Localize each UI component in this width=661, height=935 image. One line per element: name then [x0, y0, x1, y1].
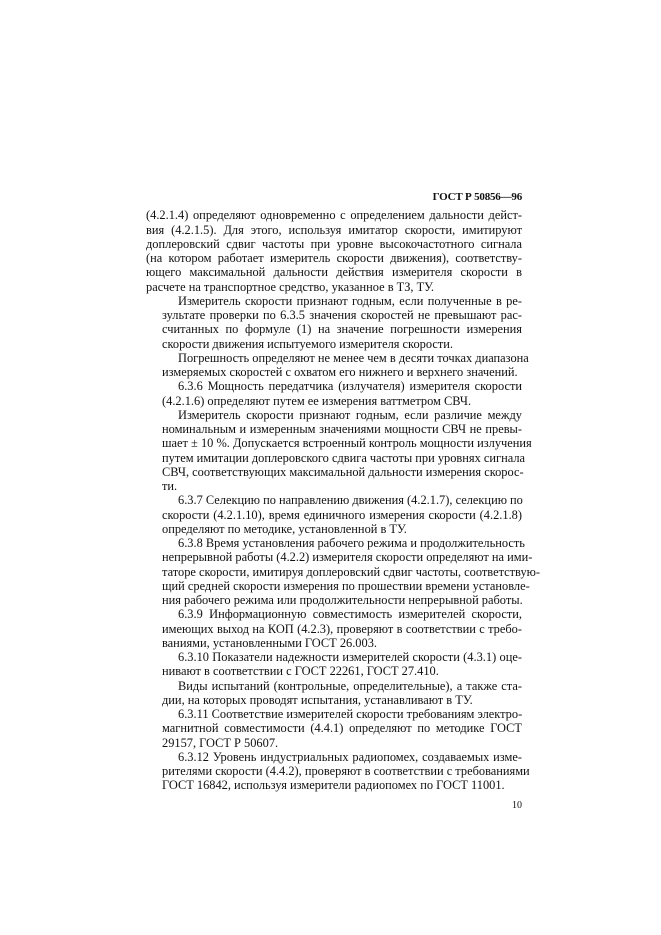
- paragraph: [146, 407, 532, 494]
- text-line: 6.3.9 Информационную совместимость измерителей скорости,: [178, 607, 522, 622]
- paragraph: [146, 749, 530, 793]
- text-line: путем имитации доплеровского сдвига частоты при уровнях сигнала: [162, 450, 526, 465]
- text-line: шает ± 10 %. Допускается встроенный контроль мощности излучения: [162, 436, 532, 451]
- text-line: Погрешность определяют не менее чем в десяти точках диапазона: [178, 350, 529, 365]
- text-line: ти.: [162, 479, 178, 493]
- text-line: 6.3.12 Уровень индустриальных радиопомех, создаваемых изме-: [178, 749, 522, 764]
- standard-header: ГОСТ Р 50856—96: [432, 191, 522, 203]
- document-page: [146, 190, 541, 813]
- paragraph: [146, 294, 522, 351]
- text-line: Виды испытаний (контрольные, определительные), а также ста-: [178, 678, 522, 693]
- text-line: щий средней скорости измерения по прошествии времени установле-: [162, 578, 530, 593]
- paragraph: [146, 536, 541, 607]
- paragraph: [146, 493, 522, 536]
- text-line: (на котором работает измеритель скорости движения), соответству-: [146, 251, 522, 265]
- text-line: зультате проверки по 6.3.5 значения скоростей не превышают рас-: [162, 308, 522, 322]
- text-line: номинальным и измеренным значениями мощности СВЧ не превы-: [162, 422, 522, 436]
- text-line: дии, на которых проводят испытания, устанавливают в ТУ.: [162, 692, 473, 707]
- text-line: рителями скорости (4.4.2), проверяют в соответствии с требованиями: [162, 764, 530, 778]
- text-line: имеющих выход на КОП (4.2.3), проверяют в соответствии с требо-: [162, 621, 522, 636]
- text-line: непрерывной работы (4.2.2) измерителя скорости определяют на ими-: [162, 550, 533, 565]
- paragraph: [146, 208, 522, 294]
- text-line: 6.3.7 Селекцию по направлению движения (4.2.1.7), селекцию по: [178, 493, 523, 508]
- text-line: считанных по формуле (1) на значение погрешности измерения: [162, 322, 522, 337]
- text-line: (4.2.1.6) определяют путем ее измерения ваттметром СВЧ.: [162, 393, 472, 408]
- text-line: 6.3.8 Время установления рабочего режима и продолжительность: [178, 536, 525, 550]
- page-number: 10: [512, 799, 522, 811]
- paragraph: [146, 379, 522, 408]
- document-body: [146, 208, 541, 793]
- text-line: вия (4.2.1.5). Для этого, используя имитатор скорости, имитируют: [146, 222, 522, 237]
- text-line: измеряемых скоростей с охватом его нижнего и верхнего значений.: [162, 365, 518, 379]
- paragraph: [146, 707, 522, 750]
- text-line: 6.3.10 Показатели надежности измерителей скорости (4.3.1) оце-: [178, 650, 522, 664]
- text-line: доплеровский сдвиг частоты при уровне высокочастотного сигнала: [146, 236, 522, 251]
- text-line: определяют по методике, установленной в ТУ.: [162, 521, 407, 536]
- text-line: ваниями, установленными ГОСТ 26.003.: [162, 635, 377, 650]
- text-line: таторе скорости, имитируя доплеровский сдвиг частоты, соответствую-: [162, 564, 541, 579]
- text-line: скорости (4.2.1.10), время единичного измерения скорости (4.2.1.8): [162, 507, 522, 522]
- paragraph: [146, 679, 522, 708]
- text-line: ГОСТ 16842, используя измерители радиопомех по ГОСТ 11001.: [162, 778, 505, 793]
- text-line: 6.3.11 Соответствие измерителей скорости требованиям электро-: [178, 707, 523, 721]
- text-line: Измеритель скорости признают годным, если различие между: [178, 407, 522, 422]
- text-line: СВЧ, соответствующих максимальной дальности измерения скорос-: [162, 464, 524, 479]
- text-line: Измеритель скорости признают годным, если полученные в ре-: [178, 293, 522, 308]
- paragraph: [146, 650, 522, 679]
- text-line: расчете на транспортное средство, указанное в ТЗ, ТУ.: [146, 279, 435, 294]
- text-line: 29157, ГОСТ Р 50607.: [162, 735, 279, 750]
- text-line: 6.3.6 Мощность передатчика (излучателя) измерителя скорости: [178, 379, 522, 394]
- text-line: ния рабочего режима или продолжительности непрерывной работы.: [162, 593, 523, 607]
- text-line: скорости движения испытуемого измерителя скорости.: [162, 336, 453, 351]
- text-line: ющего максимальной дальности действия измерителя скорости в: [146, 265, 522, 280]
- paragraph: [146, 607, 522, 650]
- paragraph: [146, 350, 529, 380]
- text-line: (4.2.1.4) определяют одновременно с определением дальности дейст-: [146, 208, 522, 223]
- text-line: нивают в соответствии с ГОСТ 22261, ГОСТ 27.410.: [162, 664, 439, 679]
- text-line: магнитной совместимости (4.4.1) определяют по методике ГОСТ: [162, 721, 522, 736]
